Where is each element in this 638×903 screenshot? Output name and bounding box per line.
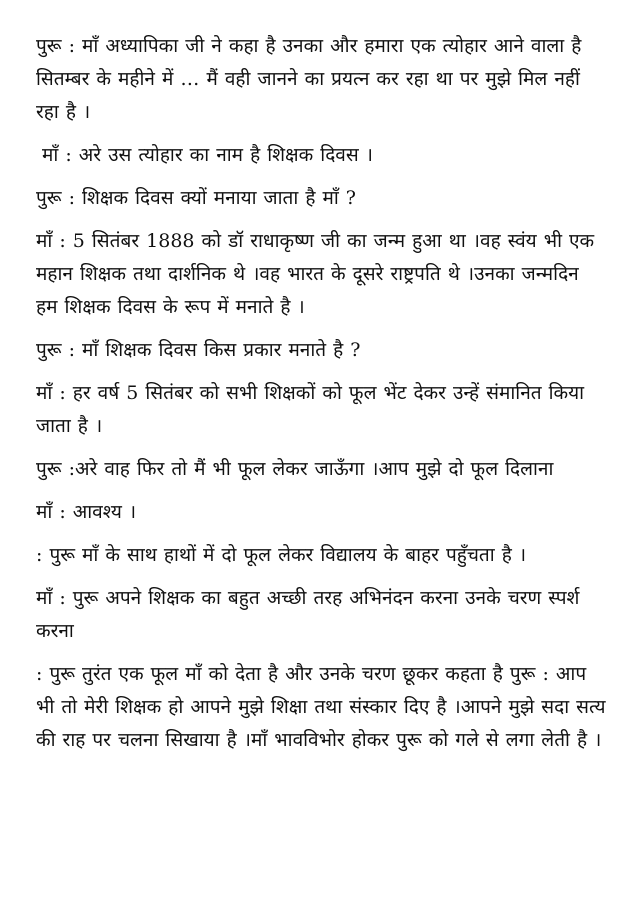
document-page	[36, 30, 606, 767]
dialogue-paragraph-6: माँ : हर वर्ष 5 सितंबर को सभी शिक्षकों को फूल भेंट देकर उन्हें संमानित किया जाता है ।	[36, 382, 585, 437]
dialogue-paragraph-1: पुरू : माँ अध्यापिका जी ने कहा है उनका और हमारा एक त्योहार आने वाला है सितम्बर के महीने में … मैं वही जानने का प्रयत्न कर रहा था पर मुझे मिल नहीं रहा है ।	[36, 35, 582, 123]
dialogue-paragraph-8: माँ : आवश्य ।	[36, 501, 137, 523]
dialogue-paragraph-11: : पुरू तुरंत एक फूल माँ को देता है और उनके चरण छूकर कहता है पुरू : आप भी तो मेरी शिक्षक हो आपने मुझे शिक्षा तथा संस्कार दिए है ।आपने मुझे सदा सत्य की राह पर चलना सिखाया है ।माँ भावविभोर होकर पुरू को गले से लगा लेती है ।	[36, 663, 606, 751]
dialogue-paragraph-9: : पुरू माँ के साथ हाथों में दो फूल लेकर विद्यालय के बाहर पहुँचता है ।	[36, 544, 527, 566]
dialogue-paragraph-2: माँ : अरे उस त्योहार का नाम है शिक्षक दिवस ।	[42, 144, 373, 166]
dialogue-paragraph-5: पुरू : माँ शिक्षक दिवस किस प्रकार मनाते है ?	[36, 339, 361, 361]
dialogue-paragraph-7: पुरू :अरे वाह फिर तो मैं भी फूल लेकर जाऊँगा ।आप मुझे दो फूल दिलाना	[36, 458, 554, 480]
dialogue-paragraph-4: माँ : 5 सितंबर 1888 को डॉ राधाकृष्ण जी का जन्म हुआ था ।वह स्वंय भी एक महान शिक्षक तथा दार्शनिक थे ।वह भारत के दूसरे राष्ट्रपति थे ।उनका जन्मदिन हम शिक्षक दिवस के रूप में मनाते है ।	[36, 230, 595, 318]
dialogue-paragraph-10: माँ : पुरू अपने शिक्षक का बहुत अच्छी तरह अभिनंदन करना उनके चरण स्पर्श करना	[36, 587, 580, 642]
dialogue-paragraph-3: पुरू : शिक्षक दिवस क्यों मनाया जाता है माँ ?	[36, 187, 356, 209]
